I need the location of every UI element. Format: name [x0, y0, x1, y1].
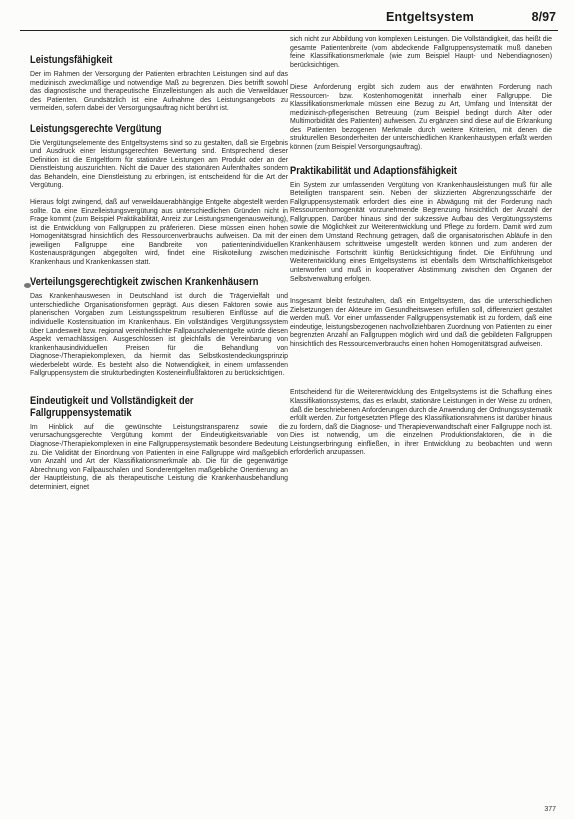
section-continued [290, 36, 552, 153]
section-heading: Leistungsgerechte Vergütung [30, 122, 162, 135]
section-heading: Verteilungsgerechtigkeit zwischen Krankenhäusern [30, 276, 259, 289]
page-number: 377 [544, 806, 556, 813]
right-column [290, 36, 552, 467]
section-heading: Leistungsfähigkeit [30, 54, 113, 66]
paragraph: Diese Anforderung ergibt sich zudem aus der erwähnten Forderung nach Ressourcen- bzw. Kostenhomogenität innerhalb einer Fallgruppe. Die Klassifikationsmerkmale müssen eine Bezug zu Art, Umfang und Intensität der medizinisch-pflegerischen Betreuung (zum Beispiel bedingt durch Alter oder Multimorbidität des Patienten) aufweisen. Zu ergänzen sind diese auf die Erkrankung des Patienten bezogenen Merkmale durch weitere Kriterien, mit denen die strukturellen Besonderheiten der unterschiedlichen Krankenhaustypen erfaßt werden können (zum Beispiel Versorgungsauftrag). [290, 84, 552, 152]
section-heading-text: Eindeutigkeit und Vollständigkeit der Fallgruppensystematik [30, 394, 194, 419]
section-verteilungsgerechtigkeit [30, 276, 288, 378]
left-column [30, 36, 288, 501]
running-header [20, 8, 558, 31]
paragraph: Im Hinblick auf die gewünschte Leistungstransparenz sowie die verursachungsgerechte Vergütung kommt der Eindeutigkeitsvariable von Diagnose-/Therapiekomplexen in eine Fallgruppensystematik besondere Bedeutung zu. Die Validität der Einordnung von Patienten in eine Fallgruppe wird maßgeblich von Anzahl und Art der Klassifikationsmerkmale ab. Die für die gegenwärtige Abrechnung von Fallpauschalen und Sonderentgelten maßgebliche Orientierung an der Hauptleistung, die als therapeutische Leistung die Krankenhausbehandlung determiniert, eignet [30, 423, 288, 491]
paragraph: Insgesamt bleibt festzuhalten, daß ein Entgeltsystem, das die unterschiedlichen Zielsetzungen der Akteure im Gesundheitswesen erfüllen soll, differenziert gestaltet werden muß. Vor einer umfassender Fallgruppensystematik ist zu fordern, daß eine eindeutige, leistungsbezogenen nachvollziehbaren Zuordnung von Patienten zu einer begrenzten Anzahl an Fallgruppen möglich wird und daß die gebildeten Fallgruppen hinsichtlich des Ressourcenverbrauchs einen hohen Homogenitätsgrad aufweisen. [290, 298, 552, 348]
paragraph: Hieraus folgt zwingend, daß auf verweildauerabhängige Entgelte abgestellt werden sollte. Da eine Einzelleistungsvergütung aus unterschiedlichen Gründen nicht in Frage kommt (zum Beispiel Praktikabilität, Anreiz zur Leistungsmengenausweitung), ist die Entwicklung von Fallgruppen zu präferieren. Diese müssen einen hohen Homogenitätsgrad hinsichtlich des Ressourcenverbrauchs aufweisen. Da mit der jeweiligen Fallgruppe eine Bandbreite von patientenindividuellen Kostenausprägungen abgegolten wird, findet eine Risikoteilung zwischen Krankenhaus und Krankenkassen statt. [30, 199, 288, 266]
paragraph: Die Vergütungselemente des Entgeltsystems sind so zu gestalten, daß sie Ergebnis und Ausdruck einer leistungsgerechten Bewertung sind. Entsprechend dieser Definition ist die Entgeltform für stationäre Leistungen am Produkt oder an der Dienstleistung auszurichten. Nicht die Dauer des stationären Aufenthaltes sondern das Behandeln, eine Dienstleistung zu erbringen, ist entscheidend für die Art der Vergütung. [30, 139, 288, 190]
section-praktikabilitaet [290, 165, 552, 458]
paragraph: Entscheidend für die Weiterentwicklung des Entgeltsystems ist die Schaffung eines Klassifikationssystems, das es erlaubt, stationäre Leistungen in der Weise zu ordnen, daß die beschriebenen Anforderungen durch die Anwendung der Ordnungssystematik erfüllt werden. Zur fortgesetzten Pflege des Klassifikationsrahmens ist darüber hinaus zu fordern, daß die Diagnose- und Therapieverwandtschaft einer Fallgruppe noch ist. Dies ist notwendig, um die einzelnen Produktionsfaktoren, die in die Leistungserbringung einfließen, in ihrer Entwicklung zu beobachten und wenn erforderlich anzupassen. [290, 389, 553, 457]
header-page-ref: 8/97 [531, 10, 556, 24]
paragraph: Ein System zur umfassenden Vergütung von Krankenhausleistungen muß für alle Beteiligten transparent sein. Neben der skizzierten Abgrenzungsschärfe der Fallgruppensystematik erfordert dies eine in Abwägung mit der Forderung nach Ressourcenhomogenität vorzunehmende Begrenzung hinsichtlich der Anzahl der Fallgruppen. Darüber hinaus sind der sukzessive Aufbau des Vergütungssystems sowie die Möglichkeit zur Weiterentwicklung und Pflege zu fordern. Damit wird zum einen dem Umstand Rechnung getragen, daß die organisatorischen Abläufe in den Krankenhäusern schrittweise umgestellt werden können und zum anderen der medizinische Fortschritt künftig Berücksichtigung findet. Die Einführung und Weiterentwicklung eines Entgeltsystems ist ebenfalls dem Wirtschaftlichkeitsgebot unterworfen und muß in kooperativer Abstimmung zwischen den Organen der Selbstverwaltung erfolgen. [290, 181, 552, 283]
section-leistungsgerechte-verguetung [30, 123, 288, 268]
section-heading: Praktikabilität und Adaptionsfähigkeit [290, 164, 457, 177]
paragraph: sich nicht zur Abbildung von komplexen Leistungen. Die Vollständigkeit, das heißt die gesamte Patientenbreite (vom abdeckende Fallgruppensystematik muß daneben feine Klassifikationsmerkmale (wie zum Beispiel Haupt- und Nebendiagnosen) berücksichtigen. [290, 36, 552, 69]
section-eindeutigkeit [30, 395, 288, 492]
paragraph: Das Krankenhauswesen in Deutschland ist durch die Trägervielfalt und unterschiedliche Organisationsformen geprägt. Aus diesen Faktoren sowie aus planerischen Vorgaben zum Leistungsspektrum resultieren Einflüsse auf die individuelle Kostensituation im Krankenhaus. Ein vollständiges Vergütungssystem über Landesweit bzw. regional vereinheitlichte Fallpauschalenentgelte würde diesen Aspekt vernachlässigen. Ausgeschlossen ist gleichfalls die Vereinbarung von krankenhausindividuellen Preisen für die Behandlung von Diagnose-/Therapiekomplexen, da hiermit das Selbstkostendeckungsprinzip wiederbelebt würde. Es besteht also die Notwendigkeit, in einem umfassenden Fallgruppensystem die strukturbedingten Kosteneinflußfaktoren zu berücksichtigen. [30, 293, 288, 378]
paragraph: Der im Rahmen der Versorgung der Patienten erbrachten Leistungen sind auf das medizinisch zweckmäßige und notwendige Maß zu begrenzen. Dies betrifft sowohl das diagnostische und therapeutische Einzelleistungen als auch die Verweildauer des Patienten. Grundsätzlich ist eine Aufnahme des Leistungsangebots zu vermeiden, sofern dabei der Versorgungsauftrag nicht berührt ist. [30, 71, 288, 113]
section-leistungsfaehigkeit [30, 54, 288, 114]
section-heading [30, 395, 285, 419]
header-title: Entgeltsystem [385, 10, 474, 24]
